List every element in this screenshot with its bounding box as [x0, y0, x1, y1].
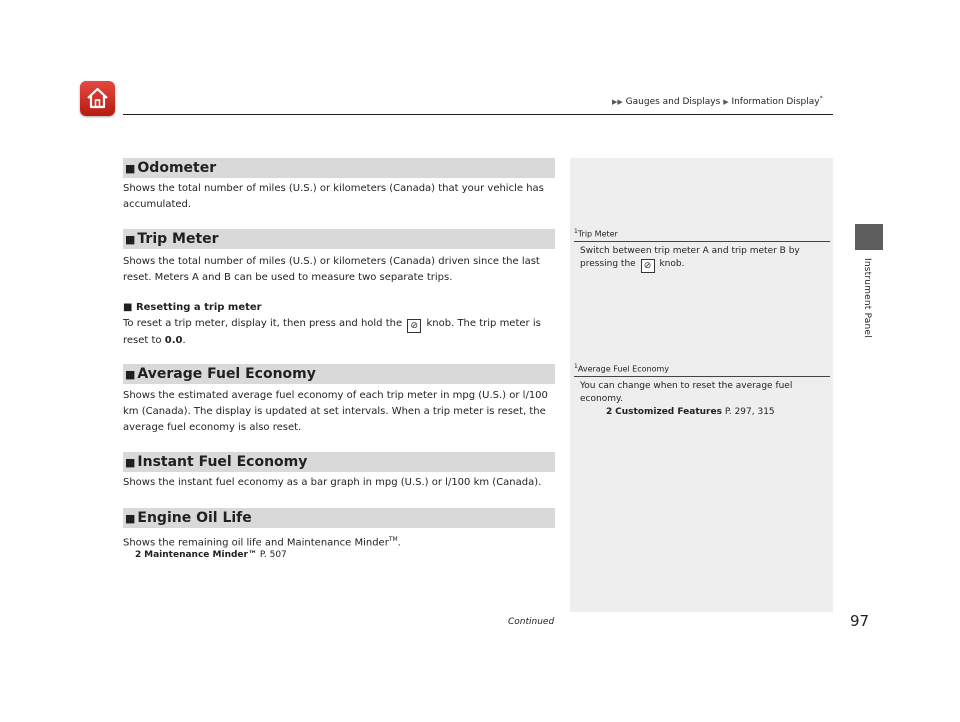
- page-number: 97: [850, 612, 870, 630]
- section-heading-text: Odometer: [137, 160, 217, 176]
- note-title-text: Average Fuel Economy: [577, 364, 669, 374]
- note-text-trip-meter: [580, 245, 820, 273]
- selector-knob-icon: ⊘: [407, 319, 421, 333]
- oil-life-text-main: Shows the remaining oil life and Maintenance Minder: [123, 537, 389, 549]
- xref-page[interactable]: P. 507: [259, 550, 287, 560]
- oil-life-period: .: [397, 537, 401, 549]
- bullet-square-icon: ■: [125, 512, 136, 525]
- breadcrumb-marker: *: [819, 95, 823, 102]
- breadcrumb: [612, 95, 823, 107]
- section-heading-text: Trip Meter: [137, 231, 219, 247]
- section-heading-text: Engine Oil Life: [137, 510, 252, 526]
- sub-heading-reset-trip: [123, 300, 555, 316]
- section-heading-odometer: [123, 158, 555, 178]
- note-title-average-fuel: [574, 363, 830, 377]
- note-number: 1: [574, 228, 578, 235]
- trip-meter-text: Shows the total number of miles (U.S.) or kilometers (Canada) driven since the last reset. Meters A and B can be used to measure two separate trips.: [123, 256, 540, 283]
- bullet-square-icon: ■: [123, 302, 133, 313]
- note-text-body: You can change when to reset the average fuel economy.: [580, 381, 793, 404]
- chapter-tab-label: Instrument Panel: [862, 258, 872, 338]
- bullet-square-icon: ■: [125, 162, 136, 175]
- sub-heading-text: Resetting a trip meter: [135, 302, 262, 313]
- instant-fuel-text: Shows the instant fuel economy as a bar graph in mpg (U.S.) or l/100 km (Canada).: [123, 477, 542, 488]
- trademark-mark: TM: [388, 536, 398, 543]
- section-heading-text: Average Fuel Economy: [137, 366, 316, 382]
- section-heading-trip-meter: [123, 229, 555, 249]
- continued-label: Continued: [508, 617, 555, 627]
- xref-pointer-icon: 2: [135, 550, 142, 560]
- note-text-before: Switch between trip meter A and trip meter B by pressing the: [580, 246, 800, 269]
- section-heading-instant-fuel: [123, 452, 555, 472]
- home-button[interactable]: [80, 81, 115, 116]
- section-heading-average-fuel: [123, 364, 555, 384]
- section-heading-oil-life: [123, 508, 555, 528]
- reset-value: 0.0: [164, 335, 183, 346]
- bullet-square-icon: ■: [125, 368, 136, 381]
- chapter-tab-marker: [855, 224, 883, 250]
- breadcrumb-arrow-icon: ▶▶: [612, 98, 623, 106]
- breadcrumb-page-link[interactable]: Information Display: [731, 97, 820, 107]
- section-heading-text: Instant Fuel Economy: [137, 454, 308, 470]
- bullet-square-icon: ■: [125, 233, 136, 246]
- home-icon: [86, 86, 109, 110]
- reset-text-after: knob. The trip meter is reset to: [123, 318, 541, 346]
- bullet-square-icon: ■: [125, 456, 136, 469]
- xref-customized-features[interactable]: [580, 406, 820, 419]
- reset-period: .: [182, 335, 186, 346]
- reset-text-before: To reset a trip meter, display it, then press and hold the: [123, 318, 403, 329]
- note-text-after: knob.: [659, 259, 685, 269]
- xref-page[interactable]: P. 297, 315: [724, 407, 775, 417]
- note-title-trip-meter: [574, 228, 830, 242]
- xref-title[interactable]: Maintenance Minder™: [144, 550, 257, 560]
- note-text-average-fuel: [580, 380, 820, 419]
- reset-trip-text: [123, 316, 555, 349]
- odometer-text: Shows the total number of miles (U.S.) or kilometers (Canada) that your vehicle has accumulated.: [123, 183, 544, 210]
- selector-knob-icon: ⊘: [641, 259, 655, 273]
- xref-maintenance-minder[interactable]: [135, 547, 567, 563]
- average-fuel-text: Shows the estimated average fuel economy of each trip meter in mpg (U.S.) or l/100 km (Canada). The display is updated at set intervals. When a trip meter is reset, the average fuel economy is also reset.: [123, 390, 548, 433]
- breadcrumb-separator-icon: ▶: [723, 98, 729, 106]
- breadcrumb-section-link[interactable]: Gauges and Displays: [625, 97, 721, 107]
- note-number: 1: [574, 363, 578, 370]
- xref-title[interactable]: Customized Features: [615, 407, 722, 417]
- note-title-text: Trip Meter: [577, 229, 618, 239]
- xref-pointer-icon: 2: [606, 407, 613, 417]
- header-rule: [123, 114, 833, 115]
